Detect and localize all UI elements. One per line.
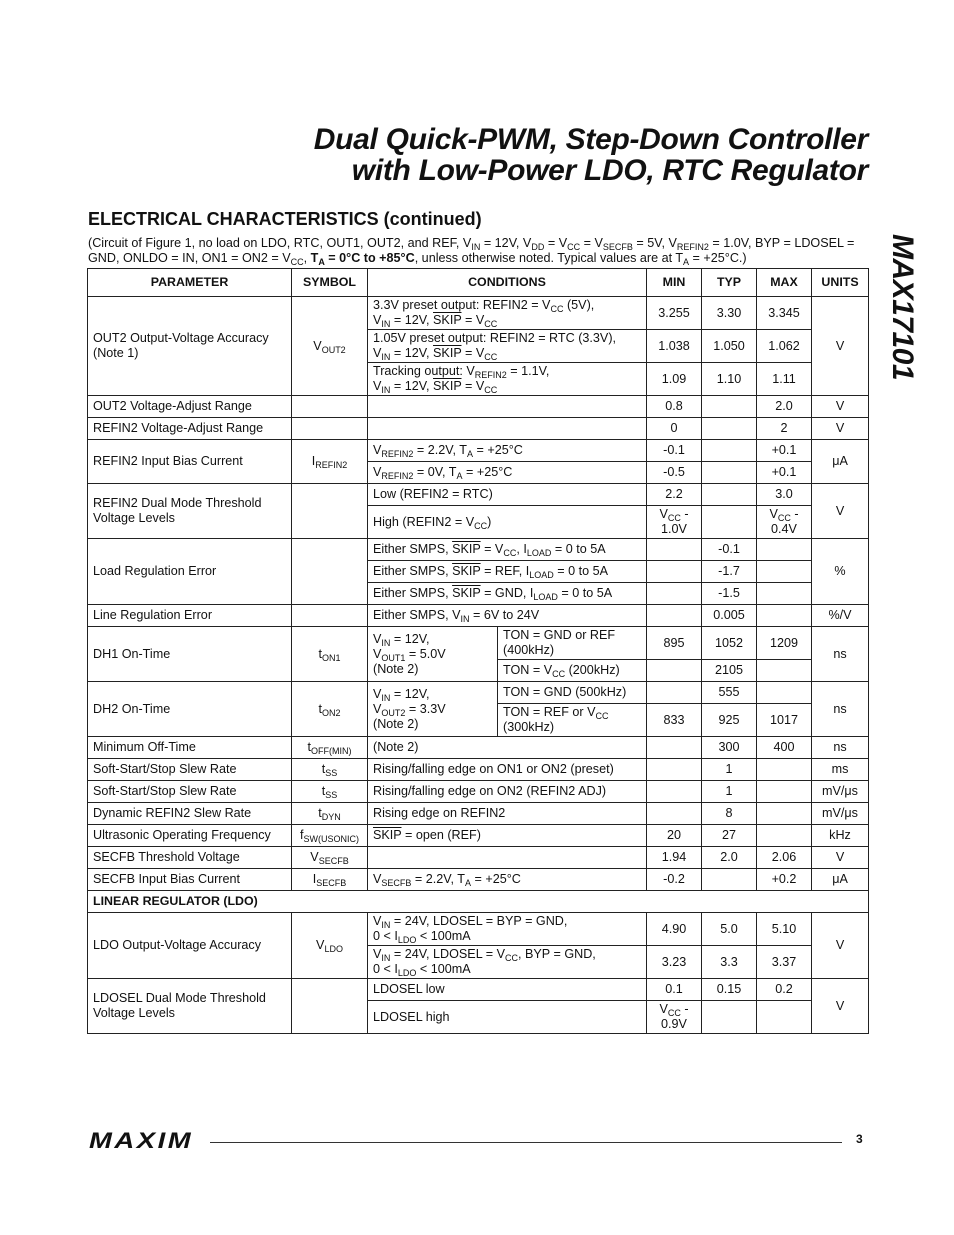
unit-cell: %/V bbox=[812, 605, 869, 627]
condition-cell: Rising edge on REFIN2 bbox=[368, 803, 647, 825]
min-cell: 20 bbox=[647, 825, 702, 847]
unit-cell: V bbox=[812, 979, 869, 1034]
conditions-note: (Circuit of Figure 1, no load on LDO, RTC, OUT1, OUT2, and REF, $V_{IN} = 12V$, $V_{DD} = V_{CC} = V_{SECFB} = 5V$, $V_{REFIN2} = 1.0V$, BYP = LDOSEL = GND, ONLDO = IN, $ON1 = ON2 = V_{CC}$, $T_A = 0^\circ C$ to +85°C, unless otherwise noted. Typical values are at $T_A = +25^\circ C$.) bbox=[88, 236, 855, 267]
symbol-cell bbox=[292, 484, 368, 539]
min-cell: 3.23 bbox=[647, 946, 702, 979]
max-cell bbox=[757, 660, 812, 682]
min-cell: $V_{CC}$ - 0.9V bbox=[647, 1001, 702, 1034]
unit-cell: V bbox=[812, 297, 869, 396]
max-cell bbox=[757, 803, 812, 825]
condition-cell: SKIP = open (REF) bbox=[368, 825, 647, 847]
max-cell: 2.0 bbox=[757, 396, 812, 418]
max-cell: 5.10 bbox=[757, 913, 812, 946]
unit-cell: V bbox=[812, 418, 869, 440]
typ-cell: 27 bbox=[702, 825, 757, 847]
param-cell: OUT2 Voltage-Adjust Range bbox=[88, 396, 292, 418]
symbol-cell: $t_{ON2}$ bbox=[292, 682, 368, 737]
max-cell: +0.2 bbox=[757, 869, 812, 891]
min-cell bbox=[647, 781, 702, 803]
unit-cell: ns bbox=[812, 737, 869, 759]
typ-cell: 1.050 bbox=[702, 330, 757, 363]
condition-cell: Low (REFIN2 = RTC) bbox=[368, 484, 647, 506]
typ-cell bbox=[702, 506, 757, 539]
symbol-cell: $V_{OUT2}$ bbox=[292, 297, 368, 396]
symbol-cell: $t_{OFF(MIN)}$ bbox=[292, 737, 368, 759]
symbol-cell: $t_{ON1}$ bbox=[292, 627, 368, 682]
symbol-cell bbox=[292, 396, 368, 418]
typ-cell: 1052 bbox=[702, 627, 757, 660]
max-cell bbox=[757, 561, 812, 583]
condition-cell: $V_{IN} = 24V$, LDOSEL = $V_{CC}$, BYP = GND, $0 < I_{LDO} < 100mA$ bbox=[368, 946, 647, 979]
min-cell bbox=[647, 660, 702, 682]
min-cell bbox=[647, 803, 702, 825]
param-cell: SECFB Threshold Voltage bbox=[88, 847, 292, 869]
param-cell: SECFB Input Bias Current bbox=[88, 869, 292, 891]
table-row bbox=[88, 825, 869, 847]
param-cell: LDOSEL Dual Mode Threshold Voltage Levels bbox=[88, 979, 292, 1034]
typ-cell bbox=[702, 484, 757, 506]
unit-cell: V bbox=[812, 913, 869, 979]
typ-cell: -1.5 bbox=[702, 583, 757, 605]
typ-cell: 1.10 bbox=[702, 363, 757, 396]
symbol-cell: $t_{DYN}$ bbox=[292, 803, 368, 825]
condition-cell: High (REFIN2 = $V_{CC}$) bbox=[368, 506, 647, 539]
typ-cell: 2.0 bbox=[702, 847, 757, 869]
typ-cell: -1.7 bbox=[702, 561, 757, 583]
param-cell: Load Regulation Error bbox=[88, 539, 292, 605]
min-cell bbox=[647, 539, 702, 561]
table-row bbox=[88, 781, 869, 803]
condition-cell: TON = REF or $V_{CC}$ (300kHz) bbox=[498, 704, 647, 737]
symbol-cell bbox=[292, 979, 368, 1034]
condition-cell: Either SMPS, SKIP = $V_{CC}$, $I_{LOAD} = 0$ to 5A bbox=[368, 539, 647, 561]
typ-cell: 5.0 bbox=[702, 913, 757, 946]
min-cell: 1.09 bbox=[647, 363, 702, 396]
max-cell: 1.11 bbox=[757, 363, 812, 396]
typ-cell: 0.005 bbox=[702, 605, 757, 627]
min-cell: 0.1 bbox=[647, 979, 702, 1001]
condition-cell: $V_{REFIN2} = 2.2V$, $T_A = +25^\circ C$ bbox=[368, 440, 647, 462]
table-row bbox=[88, 759, 869, 781]
min-cell: 0 bbox=[647, 418, 702, 440]
table-row bbox=[88, 605, 869, 627]
col-header-max: MAX bbox=[757, 269, 812, 297]
condition-cell: 3.3V preset output: REFIN2 = $V_{CC}$ (5V), $V_{IN} = 12V$, SKIP = $V_{CC}$ bbox=[368, 297, 647, 330]
condition-cell: Either SMPS, $V_{IN} = 6V$ to 24V bbox=[368, 605, 647, 627]
typ-cell bbox=[702, 462, 757, 484]
symbol-cell bbox=[292, 418, 368, 440]
unit-cell: μA bbox=[812, 869, 869, 891]
table-row bbox=[88, 869, 869, 891]
unit-cell: % bbox=[812, 539, 869, 605]
typ-cell bbox=[702, 440, 757, 462]
condition-cell bbox=[368, 396, 647, 418]
max-cell: 3.345 bbox=[757, 297, 812, 330]
min-cell: -0.1 bbox=[647, 440, 702, 462]
max-cell: 400 bbox=[757, 737, 812, 759]
param-cell: Dynamic REFIN2 Slew Rate bbox=[88, 803, 292, 825]
col-header-min: MIN bbox=[647, 269, 702, 297]
param-cell: Line Regulation Error bbox=[88, 605, 292, 627]
table-row bbox=[88, 539, 869, 561]
document-title bbox=[314, 124, 868, 186]
min-cell bbox=[647, 759, 702, 781]
typ-cell: -0.1 bbox=[702, 539, 757, 561]
table-row bbox=[88, 418, 869, 440]
condition-cell: TON = GND (500kHz) bbox=[498, 682, 647, 704]
param-cell: Soft-Start/Stop Slew Rate bbox=[88, 781, 292, 803]
unit-cell: kHz bbox=[812, 825, 869, 847]
unit-cell: V bbox=[812, 484, 869, 539]
table-row bbox=[88, 737, 869, 759]
typ-cell: 3.30 bbox=[702, 297, 757, 330]
table-row bbox=[88, 913, 869, 946]
condition-cell: LDOSEL high bbox=[368, 1001, 647, 1034]
section-row bbox=[88, 891, 869, 913]
unit-cell: ns bbox=[812, 682, 869, 737]
max-cell: 2.06 bbox=[757, 847, 812, 869]
max-cell bbox=[757, 583, 812, 605]
min-cell bbox=[647, 682, 702, 704]
condition-cell: TON = $V_{CC}$ (200kHz) bbox=[498, 660, 647, 682]
typ-cell: 300 bbox=[702, 737, 757, 759]
condition-cell: $V_{IN} = 24V$, LDOSEL = BYP = GND, $0 < I_{LDO} < 100mA$ bbox=[368, 913, 647, 946]
part-number-label: MAX17101 bbox=[886, 233, 919, 381]
param-cell: REFIN2 Voltage-Adjust Range bbox=[88, 418, 292, 440]
col-header-typ: TYP bbox=[702, 269, 757, 297]
typ-cell bbox=[702, 396, 757, 418]
typ-cell: 555 bbox=[702, 682, 757, 704]
max-cell: +0.1 bbox=[757, 462, 812, 484]
symbol-cell: $I_{REFIN2}$ bbox=[292, 440, 368, 484]
max-cell: 1.062 bbox=[757, 330, 812, 363]
max-cell: 3.0 bbox=[757, 484, 812, 506]
page-number: 3 bbox=[856, 1132, 863, 1146]
symbol-cell bbox=[292, 605, 368, 627]
condition-cell: $V_{IN} = 12V$, $V_{OUT1} = 5.0V$ (Note 2) bbox=[368, 627, 498, 682]
min-cell: 2.2 bbox=[647, 484, 702, 506]
section-title: ELECTRICAL CHARACTERISTICS (continued) bbox=[88, 209, 482, 229]
max-cell bbox=[757, 825, 812, 847]
max-cell: 1209 bbox=[757, 627, 812, 660]
min-cell bbox=[647, 605, 702, 627]
typ-cell: 1 bbox=[702, 781, 757, 803]
table-row bbox=[88, 396, 869, 418]
min-cell: 3.255 bbox=[647, 297, 702, 330]
max-cell: 1017 bbox=[757, 704, 812, 737]
maxim-logo: MAXIM bbox=[89, 1128, 194, 1153]
param-cell: Soft-Start/Stop Slew Rate bbox=[88, 759, 292, 781]
condition-cell: TON = GND or REF (400kHz) bbox=[498, 627, 647, 660]
typ-cell: 8 bbox=[702, 803, 757, 825]
condition-cell: Rising/falling edge on ON2 (REFIN2 ADJ) bbox=[368, 781, 647, 803]
title-line-1: Dual Quick-PWM, Step-Down Controller bbox=[313, 123, 868, 156]
min-cell: 895 bbox=[647, 627, 702, 660]
unit-cell: mV/μs bbox=[812, 803, 869, 825]
max-cell bbox=[757, 539, 812, 561]
symbol-cell: $I_{SECFB}$ bbox=[292, 869, 368, 891]
col-header-conditions: CONDITIONS bbox=[368, 269, 647, 297]
typ-cell bbox=[702, 869, 757, 891]
max-cell: 2 bbox=[757, 418, 812, 440]
condition-cell: 1.05V preset output: REFIN2 = RTC (3.3V), $V_{IN} = 12V$, SKIP = $V_{CC}$ bbox=[368, 330, 647, 363]
typ-cell bbox=[702, 418, 757, 440]
condition-cell: Tracking output: $V_{REFIN2} = 1.1V$, $V_{IN} = 12V$, SKIP = $V_{CC}$ bbox=[368, 363, 647, 396]
max-cell bbox=[757, 682, 812, 704]
condition-cell: $V_{IN} = 12V$, $V_{OUT2} = 3.3V$ (Note 2) bbox=[368, 682, 498, 737]
unit-cell: ns bbox=[812, 627, 869, 682]
min-cell bbox=[647, 583, 702, 605]
unit-cell: V bbox=[812, 847, 869, 869]
typ-cell: 3.3 bbox=[702, 946, 757, 979]
condition-cell: Rising/falling edge on ON1 or ON2 (preset) bbox=[368, 759, 647, 781]
min-cell: 0.8 bbox=[647, 396, 702, 418]
max-cell bbox=[757, 781, 812, 803]
min-cell: 4.90 bbox=[647, 913, 702, 946]
table-row bbox=[88, 803, 869, 825]
min-cell: -0.5 bbox=[647, 462, 702, 484]
table-row bbox=[88, 627, 869, 660]
symbol-cell: $V_{LDO}$ bbox=[292, 913, 368, 979]
max-cell: +0.1 bbox=[757, 440, 812, 462]
symbol-cell: $t_{SS}$ bbox=[292, 759, 368, 781]
max-cell: $V_{CC}$ - 0.4V bbox=[757, 506, 812, 539]
typ-cell bbox=[702, 1001, 757, 1034]
param-cell: REFIN2 Dual Mode Threshold Voltage Levels bbox=[88, 484, 292, 539]
max-cell bbox=[757, 759, 812, 781]
param-cell: OUT2 Output-Voltage Accuracy (Note 1) bbox=[88, 297, 292, 396]
typ-cell: 1 bbox=[702, 759, 757, 781]
max-cell bbox=[757, 1001, 812, 1034]
table-row bbox=[88, 440, 869, 462]
electrical-characteristics-table bbox=[87, 268, 869, 1034]
min-cell bbox=[647, 561, 702, 583]
col-header-symbol: SYMBOL bbox=[292, 269, 368, 297]
condition-cell: (Note 2) bbox=[368, 737, 647, 759]
min-cell: 833 bbox=[647, 704, 702, 737]
param-cell: DH2 On-Time bbox=[88, 682, 292, 737]
table-row bbox=[88, 484, 869, 506]
table-row bbox=[88, 979, 869, 1001]
typ-cell: 925 bbox=[702, 704, 757, 737]
min-cell bbox=[647, 737, 702, 759]
max-cell: 0.2 bbox=[757, 979, 812, 1001]
table-row bbox=[88, 682, 869, 704]
footer-divider bbox=[210, 1142, 842, 1143]
min-cell: $V_{CC}$ - 1.0V bbox=[647, 506, 702, 539]
unit-cell: mV/μs bbox=[812, 781, 869, 803]
condition-cell: LDOSEL low bbox=[368, 979, 647, 1001]
unit-cell: μA bbox=[812, 440, 869, 484]
condition-cell: $V_{REFIN2} = 0V$, $T_A = +25^\circ C$ bbox=[368, 462, 647, 484]
param-cell: Minimum Off-Time bbox=[88, 737, 292, 759]
title-line-2: with Low-Power LDO, RTC Regulator bbox=[351, 154, 868, 187]
symbol-cell bbox=[292, 539, 368, 605]
symbol-cell: $t_{SS}$ bbox=[292, 781, 368, 803]
unit-cell: V bbox=[812, 396, 869, 418]
param-cell: REFIN2 Input Bias Current bbox=[88, 440, 292, 484]
symbol-cell: $f_{SW(USONIC)}$ bbox=[292, 825, 368, 847]
typ-cell: 0.15 bbox=[702, 979, 757, 1001]
col-header-parameter: PARAMETER bbox=[88, 269, 292, 297]
min-cell: 1.038 bbox=[647, 330, 702, 363]
min-cell: 1.94 bbox=[647, 847, 702, 869]
param-cell: Ultrasonic Operating Frequency bbox=[88, 825, 292, 847]
table-row bbox=[88, 847, 869, 869]
condition-cell: $V_{SECFB} = 2.2V$, $T_A = +25^\circ C$ bbox=[368, 869, 647, 891]
condition-cell bbox=[368, 847, 647, 869]
condition-cell: Either SMPS, SKIP = GND, $I_{LOAD} = 0$ to 5A bbox=[368, 583, 647, 605]
max-cell bbox=[757, 605, 812, 627]
min-cell: -0.2 bbox=[647, 869, 702, 891]
max-cell: 3.37 bbox=[757, 946, 812, 979]
table-row bbox=[88, 297, 869, 330]
section-heading: LINEAR REGULATOR (LDO) bbox=[88, 891, 869, 913]
part-number-vertical bbox=[882, 222, 922, 402]
symbol-cell: $V_{SECFB}$ bbox=[292, 847, 368, 869]
typ-cell: 2105 bbox=[702, 660, 757, 682]
condition-cell bbox=[368, 418, 647, 440]
condition-cell: Either SMPS, SKIP = REF, $I_{LOAD} = 0$ to 5A bbox=[368, 561, 647, 583]
param-cell: LDO Output-Voltage Accuracy bbox=[88, 913, 292, 979]
param-cell: DH1 On-Time bbox=[88, 627, 292, 682]
unit-cell: ms bbox=[812, 759, 869, 781]
table-header-row bbox=[88, 269, 869, 297]
col-header-units: UNITS bbox=[812, 269, 869, 297]
